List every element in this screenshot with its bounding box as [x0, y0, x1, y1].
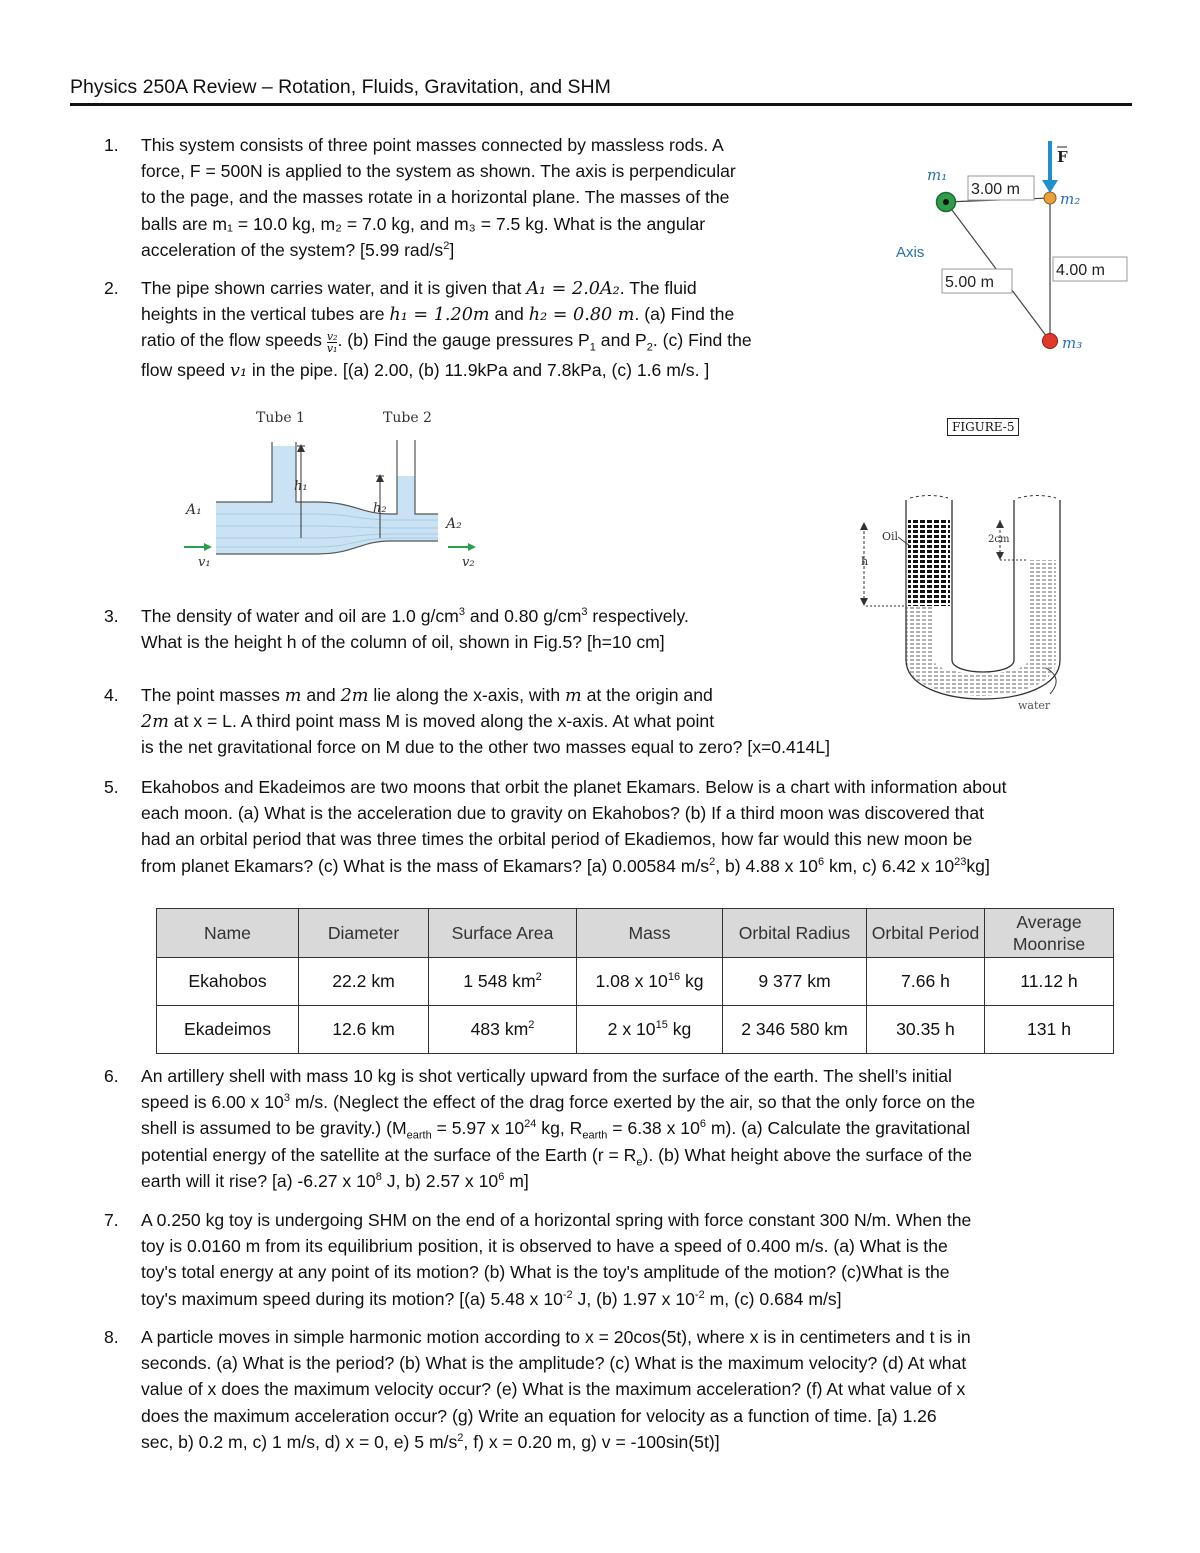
- u-tube-figure: [850, 490, 1080, 720]
- question-text: The pipe shown carries water, and it is given that A₁ = 2.0A₂. The fluid heights in the vertical tubes are h₁ = 1.20m and h₂ = 0.80 m. (a) Find the ratio of the flow speeds $\frac{\text{v₂}}{\text{v₁}}$ . (b) Find the gauge pressures $P_1$ and $P_2$. (c) Find the flow speed v₁ in the pipe. [(a) 2.00, (b) 11.9kPa and 7.8kPa, (c) 1.6 m/s. ]: [141, 278, 752, 382]
- flow-speed-ratio: $\frac{\text{v₂}}{\text{v₁}}$: [326, 330, 338, 356]
- column-header: Surface Area: [429, 909, 577, 958]
- v1-label: v₁: [198, 555, 211, 570]
- mass-label-m3: m₃: [1062, 334, 1083, 352]
- column-header: Orbital Period: [867, 909, 985, 958]
- question-number: 4.: [104, 685, 119, 705]
- v1-arrow-icon: [204, 543, 212, 551]
- tube-1-label: Tube 1: [256, 410, 305, 426]
- column-header: Average Moonrise: [985, 909, 1114, 958]
- question-number: 8.: [104, 1327, 119, 1347]
- question-text: This system consists of three point masses connected by massless rods. A force, F = 500N is applied to the system as shown. The axis is perpendicular to the page, and the masses rotate in a horizontal plane. The masses of the balls are m₁ = 10.0 kg, m₂ = 7.0 kg, and m₃ = 7.5 kg. What is the angular acceleration of the system? [5.99 rad/$s^2$]: [141, 135, 736, 260]
- distance-label-5m: 5.00 m: [945, 274, 994, 291]
- question-text: Ekahobos and Ekadeimos are two moons that orbit the planet Ekamars. Below is a chart with information about each moon. (a) What is the acceleration due to gravity on Ekahobos? (b) If a third moon was discovered that had an orbital period that was three times the orbital period of Ekadiemos, how far would this new moon be from planet Ekamars? (c) What is the mass of Ekamars? [a) 0.00584 $m/s^2$, b) 4.88 x $10^6$ km, c) 6.42 x $10^{23}kg$]: [141, 777, 1007, 876]
- tube-2-label: Tube 2: [383, 410, 432, 426]
- axis-label: Axis: [896, 244, 925, 261]
- question-text: An artillery shell with mass 10 kg is shot vertically upward from the surface of the earth. The shell’s initial speed is 6.00 x $10^3$ m/s. (Neglect the effect of the drag force exerted by the air, so that the only force on the shell is assumed to be gravity.) ($M_{earth} = 5.97$ x $10^{24}$ kg, $R_{earth} = 6.38$ x $10^6$ m). (a) Calculate the gravitational potential energy of the satellite at the surface of the Earth $(r = R_e)$. (b) What height above the surface of the earth will it rise? [a) -6.27 x $10^8$ J, b) 2.57 x $10^6$ m]: [141, 1066, 976, 1191]
- column-header: Mass: [577, 909, 723, 958]
- height-2cm-label: 2cm: [988, 534, 1010, 545]
- pipe-flow-figure: [180, 404, 490, 584]
- mass-label-m2: m₂: [1060, 190, 1081, 208]
- table-row: Ekahobos 22.2 km 1 548 $km^2$ 1.08 x $10^{16}$ kg 9 377 km 7.66 h 11.12 h: [157, 958, 1114, 1006]
- column-header: Diameter: [299, 909, 429, 958]
- distance-label-3m: 3.00 m: [971, 181, 1020, 198]
- mass-m3-ball: [1043, 334, 1058, 349]
- height-h-label: h: [861, 555, 869, 568]
- v2-arrow-icon: [468, 543, 476, 551]
- moon-data-table: [156, 908, 1114, 1054]
- v2-label: v₂: [462, 555, 475, 570]
- table-header-row: [157, 909, 1114, 958]
- mass-label-m1: m₁: [927, 166, 948, 184]
- figure-5-caption: FIGURE-5: [947, 418, 1019, 436]
- rotation-system-figure: [890, 136, 1130, 366]
- mass-m2-ball: [1044, 192, 1056, 204]
- column-header: Orbital Radius: [723, 909, 867, 958]
- question-number: 6.: [104, 1066, 119, 1086]
- question-text: A 0.250 kg toy is undergoing SHM on the end of a horizontal spring with force constant 300 N/m. When the toy is 0.0160 m from its equilibrium position, it is observed to have a speed of 0.400 m/s. (a) What is the toy's total energy at any point of its motion? (b) What is the toy's amplitude of the motion? (c)What is the toy's maximum speed during its motion? [(a) 5.48 x $10^{-2}$ J, (b) 1.97 x $10^{-2}$ m, (c) 0.684 m/s]: [141, 1210, 972, 1309]
- water-label: water: [1018, 699, 1051, 712]
- question-number: 1.: [104, 135, 119, 155]
- force-arrow-icon: [1042, 180, 1058, 193]
- table-row: Ekadeimos 12.6 km 483 $km^2$ 2 x $10^{15}$ kg 2 346 580 km 30.35 h 131 h: [157, 1006, 1114, 1054]
- distance-label-4m: 4.00 m: [1056, 262, 1105, 279]
- force-label: F: [1057, 148, 1068, 166]
- question-number: 2.: [104, 278, 119, 298]
- column-header: Name: [157, 909, 299, 958]
- oil-column: [908, 520, 950, 606]
- question-text: The density of water and oil are 1.0 $g/cm^3$ and 0.80 $g/cm^3$ respectively. What is the height h of the column of oil, shown in Fig.5? [h=10 cm]: [141, 606, 689, 653]
- question-number: 3.: [104, 606, 119, 626]
- question-number: 5.: [104, 777, 119, 797]
- a1-label: A₁: [186, 502, 202, 518]
- page-title: Physics 250A Review – Rotation, Fluids, Gravitation, and SHM: [70, 74, 1132, 106]
- question-text: A particle moves in simple harmonic motion according to x = 20cos(5t), where x is in centimeters and t is in seconds. (a) What is the period? (b) What is the amplitude? (c) What is the maximum velocity? (d) At what value of x does the maximum velocity occur? (e) What is the maximum acceleration? (f) At what value of x does the maximum acceleration occur? (g) Write an equation for velocity as a function of time. [a) 1.26 sec, b) 0.2 m, c) 1 m/s, d) x = 0, e) 5 $m/s^2$, f) x = 0.20 m, g) v = -100sin(5t)]: [141, 1327, 971, 1452]
- axis-point: [943, 199, 949, 205]
- question-text: The point masses m and 2m lie along the x-axis, with m at the origin and 2m at x = L. A third point mass M is moved along the x-axis. At what point is the net gravitational force on M due to the other two masses equal to zero? [x=0.414L]: [141, 685, 831, 758]
- h1-label: h₁: [294, 479, 308, 494]
- question-number: 7.: [104, 1210, 119, 1230]
- oil-label: Oil: [882, 530, 899, 543]
- h2-label: h₂: [373, 501, 387, 516]
- a2-label: A₂: [446, 516, 462, 532]
